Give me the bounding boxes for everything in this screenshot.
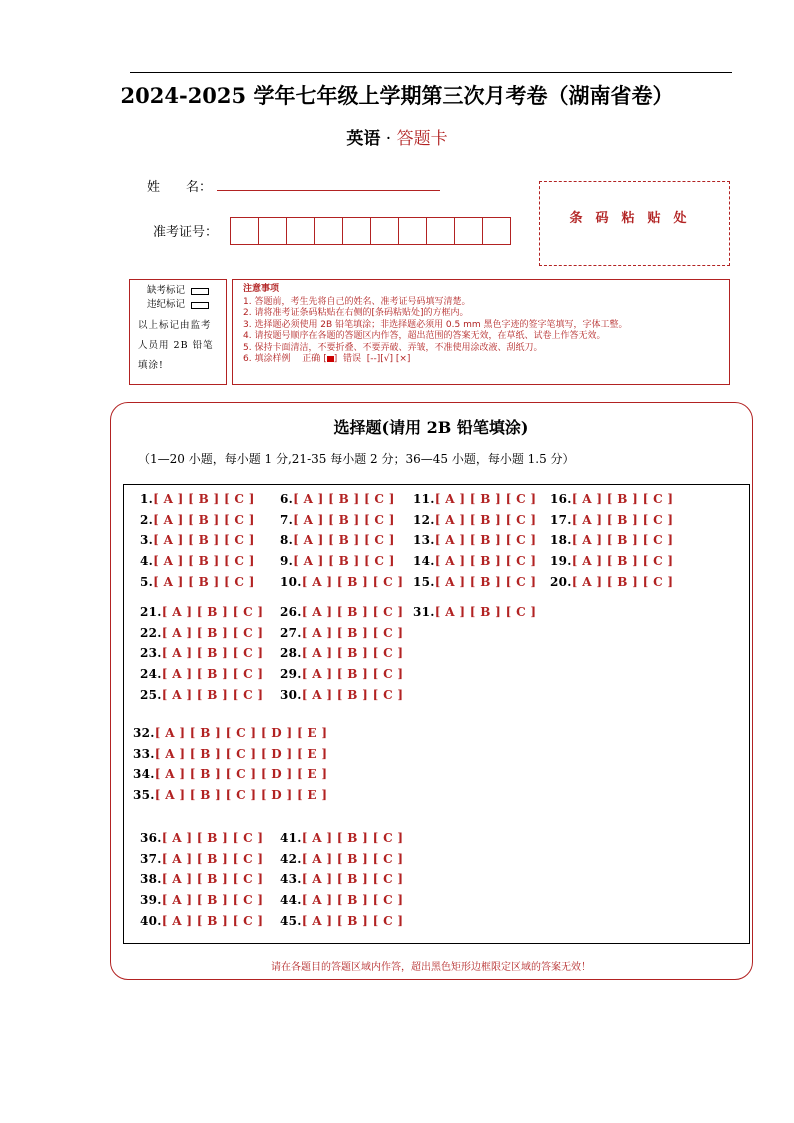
answer-options[interactable]: [ A ] [ B ] [ C ] [161,625,264,640]
id-digit-box[interactable] [398,217,427,245]
question-10[interactable] [280,575,403,589]
answer-options[interactable]: [ A ] [ B ] [ C ] [ D ] [ E ] [154,746,328,761]
answer-options[interactable]: [ A ] [ B ] [ C ] [ D ] [ E ] [154,767,328,782]
question-number: 11. [413,492,435,506]
question-number: 20. [550,574,572,589]
question-7[interactable] [280,513,395,527]
question-8[interactable] [280,533,395,547]
page-title: 2024-2025 学年七年级上学期第三次月考卷（湖南省卷） [120,83,674,108]
answer-options[interactable]: [ A ] [ B ] [ C ] [571,512,674,527]
question-12[interactable] [413,513,536,527]
answer-options[interactable]: [ A ] [ B ] [ C ] [293,492,395,506]
notice-item-5: 5. 保持卡面清洁，不要折叠、不要弄破、弄皱，不准使用涂改液、刮纸刀。 [243,342,543,353]
answer-options[interactable]: [ A ] [ B ] [ C ] [153,574,255,589]
absent-label: 缺考标记 [146,285,185,296]
question-15[interactable] [413,575,536,589]
question-36[interactable] [140,831,263,845]
question-11[interactable] [413,492,536,506]
question-44[interactable] [280,893,403,907]
question-33[interactable] [133,747,327,761]
notice-item-1: 1. 答题前，考生先将自己的姓名、准考证号码填写清楚。 [243,296,471,307]
question-16[interactable] [550,492,673,506]
answer-options[interactable]: [ A ] [ B ] [ C ] [161,831,264,845]
answer-options[interactable]: [ A ] [ B ] [ C ] [434,533,537,548]
question-42[interactable] [280,852,403,866]
question-number: 8. [280,533,294,548]
answer-options[interactable]: [ A ] [ B ] [ C ] [571,574,674,589]
id-digit-box[interactable] [314,217,343,245]
question-20[interactable] [550,575,673,589]
sample-wrong-marks: [--][√] [×] [366,354,411,364]
question-number: 37. [140,851,162,866]
question-30[interactable] [280,688,403,702]
answer-options[interactable]: [ A ] [ B ] [ C ] [161,605,264,619]
question-number: 40. [140,913,162,928]
question-number: 28. [280,646,302,661]
name-label: 姓 名： [147,180,213,195]
question-32[interactable] [133,726,327,740]
id-number-boxes[interactable] [230,217,510,245]
question-5[interactable] [140,575,255,589]
question-3[interactable] [140,533,255,547]
question-number: 45. [280,913,302,928]
question-27[interactable] [280,626,403,640]
answer-options[interactable]: [ A ] [ B ] [ C ] [301,893,404,908]
question-24[interactable] [140,667,263,681]
footer-note: 请在各题目的答题区域内作答，超出黑色矩形边框限定区域的答案无效！ [271,962,591,973]
question-4[interactable] [140,554,255,568]
top-rule [130,72,732,73]
question-18[interactable] [550,533,673,547]
question-number: 14. [413,554,435,569]
question-number: 33. [133,746,155,761]
answer-options[interactable]: [ A ] [ B ] [ C ] [301,913,404,928]
question-number: 23. [140,646,162,661]
answer-options[interactable]: [ A ] [ B ] [ C ] [301,687,404,702]
question-number: 30. [280,687,302,702]
question-14[interactable] [413,554,536,568]
question-45[interactable] [280,914,403,928]
question-number: 24. [140,667,162,682]
question-29[interactable] [280,667,403,681]
violation-mark-row [138,298,218,312]
question-number: 13. [413,533,435,548]
id-digit-box[interactable] [426,217,455,245]
id-digit-box[interactable] [230,217,259,245]
answer-options[interactable]: [ A ] [ B ] [ C ] [ D ] [ E ] [154,726,328,740]
answer-options[interactable]: [ A ] [ B ] [ C ] [434,492,537,506]
answer-options[interactable]: [ A ] [ B ] [ C ] [301,605,404,619]
id-label: 准考证号： [153,225,219,240]
question-23[interactable] [140,646,263,660]
question-number: 42. [280,851,302,866]
notice-item-2: 2. 请将准考证条码粘贴在右侧的[条码粘贴处]的方框内。 [243,308,469,318]
question-25[interactable] [140,688,263,702]
question-6[interactable] [280,492,395,506]
subtitle-separator: · [380,129,397,149]
mark-note: 以上标记由监考人员用 2B 铅笔填涂! [138,320,214,371]
answer-options[interactable]: [ A ] [ B ] [ C ] [161,667,264,682]
answer-options[interactable]: [ A ] [ B ] [ C ] [571,554,674,569]
question-26[interactable] [280,605,403,619]
question-number: 27. [280,625,302,640]
section-title: 选择题(请用 2B 铅笔填涂) [333,418,529,437]
answer-options[interactable]: [ A ] [ B ] [ C ] [ D ] [ E ] [154,788,328,803]
question-number: 19. [550,554,572,569]
answer-options[interactable]: [ A ] [ B ] [ C ] [571,533,674,548]
question-number: 38. [140,872,162,887]
question-9[interactable] [280,554,395,568]
question-number: 3. [140,533,154,548]
question-number: 22. [140,625,162,640]
answer-options[interactable]: [ A ] [ B ] [ C ] [301,625,404,640]
question-number: 21. [140,605,162,619]
question-13[interactable] [413,533,536,547]
question-number: 43. [280,872,302,887]
question-number: 1. [140,492,154,506]
question-number: 16. [550,492,572,506]
question-41[interactable] [280,831,403,845]
answer-options[interactable]: [ A ] [ B ] [ C ] [161,872,264,887]
id-digit-box[interactable] [286,217,315,245]
answer-options[interactable]: [ A ] [ B ] [ C ] [301,667,404,682]
question-19[interactable] [550,554,673,568]
section-note: （1—20 小题，每小题 1 分,21-35 每小题 2 分；36—45 小题，每小题 1.5 分） [138,452,575,466]
answer-options[interactable]: [ A ] [ B ] [ C ] [161,851,264,866]
violation-label: 违纪标记 [146,299,185,310]
answer-options[interactable]: [ A ] [ B ] [ C ] [293,554,395,569]
question-number: 35. [133,788,155,803]
question-28[interactable] [280,646,403,660]
question-17[interactable] [550,513,673,527]
answer-options[interactable]: [ A ] [ B ] [ C ] [301,574,404,589]
absent-mark-box[interactable] [191,288,209,295]
question-number: 2. [140,512,154,527]
question-34[interactable] [133,767,327,781]
question-number: 12. [413,512,435,527]
question-37[interactable] [140,852,263,866]
question-number: 39. [140,893,162,908]
answer-options[interactable]: [ A ] [ B ] [ C ] [161,893,264,908]
notice-item-3: 3. 选择题必须使用 2B 铅笔填涂；非选择题必须用 0.5 mm 黑色字迹的签字笔填写，字体工整。 [243,319,628,330]
subject-label: 英语 [346,129,381,149]
question-31[interactable] [413,605,536,619]
question-22[interactable] [140,626,263,640]
question-40[interactable] [140,914,263,928]
answer-options[interactable]: [ A ] [ B ] [ C ] [434,554,537,569]
question-number: 25. [140,687,162,702]
barcode-area [539,181,730,266]
notice-box [232,279,730,385]
id-digit-box[interactable] [342,217,371,245]
answer-options[interactable]: [ A ] [ B ] [ C ] [434,574,537,589]
id-digit-box[interactable] [482,217,511,245]
question-number: 36. [140,831,162,845]
violation-mark-box[interactable] [191,302,209,309]
question-39[interactable] [140,893,263,907]
barcode-label: 条码粘贴处 [569,211,700,226]
notice-title: 注意事项 [243,284,280,294]
notice-item-6 [243,354,719,366]
question-number: 6. [280,492,294,506]
question-43[interactable] [280,872,403,886]
answer-options[interactable]: [ A ] [ B ] [ C ] [161,646,264,661]
question-number: 4. [140,554,154,569]
question-1[interactable] [140,492,255,506]
question-number: 31. [413,605,435,619]
answer-options[interactable]: [ A ] [ B ] [ C ] [301,831,404,845]
question-number: 44. [280,893,302,908]
question-number: 5. [140,574,154,589]
question-number: 18. [550,533,572,548]
sample-wrong-label: 错误 [342,354,361,364]
filled-square-icon [327,356,334,362]
question-number: 26. [280,605,302,619]
id-digit-box[interactable] [258,217,287,245]
question-21[interactable] [140,605,263,619]
answer-options[interactable]: [ A ] [ B ] [ C ] [301,872,404,887]
answer-options[interactable]: [ A ] [ B ] [ C ] [571,492,674,506]
card-label: 答题卡 [396,129,448,149]
answer-options[interactable]: [ A ] [ B ] [ C ] [301,851,404,866]
question-number: 29. [280,667,302,682]
answer-options[interactable]: [ A ] [ B ] [ C ] [293,533,395,548]
absent-mark-row [138,284,218,298]
question-number: 32. [133,726,155,740]
question-2[interactable] [140,513,255,527]
page-subtitle [0,124,794,149]
question-number: 9. [280,554,294,569]
mark-box [129,279,227,385]
answer-options[interactable]: [ A ] [ B ] [ C ] [434,605,537,619]
answer-options[interactable]: [ A ] [ B ] [ C ] [161,687,264,702]
id-digit-box[interactable] [370,217,399,245]
answer-options[interactable]: [ A ] [ B ] [ C ] [293,512,395,527]
answer-options[interactable]: [ A ] [ B ] [ C ] [153,554,255,569]
id-digit-box[interactable] [454,217,483,245]
answer-options[interactable]: [ A ] [ B ] [ C ] [153,512,255,527]
question-number: 15. [413,574,435,589]
sample-label: 6. 填涂样例 正确 [243,354,321,364]
notice-item-4: 4. 请按题号顺序在各题的答题区内作答，超出范围的答案无效，在草纸、试卷上作答无效。 [243,331,606,341]
question-38[interactable] [140,872,263,886]
answer-options[interactable]: [ A ] [ B ] [ C ] [161,913,264,928]
question-number: 34. [133,767,155,782]
question-number: 41. [280,831,302,845]
answer-options[interactable]: [ A ] [ B ] [ C ] [301,646,404,661]
question-number: 7. [280,512,294,527]
question-35[interactable] [133,788,327,802]
answer-options[interactable]: [ A ] [ B ] [ C ] [153,492,255,506]
answer-options[interactable]: [ A ] [ B ] [ C ] [434,512,537,527]
answer-options[interactable]: [ A ] [ B ] [ C ] [153,533,255,548]
name-field[interactable] [217,190,440,191]
question-number: 10. [280,574,302,589]
question-number: 17. [550,512,572,527]
sample-correct: [ ] [323,354,338,364]
